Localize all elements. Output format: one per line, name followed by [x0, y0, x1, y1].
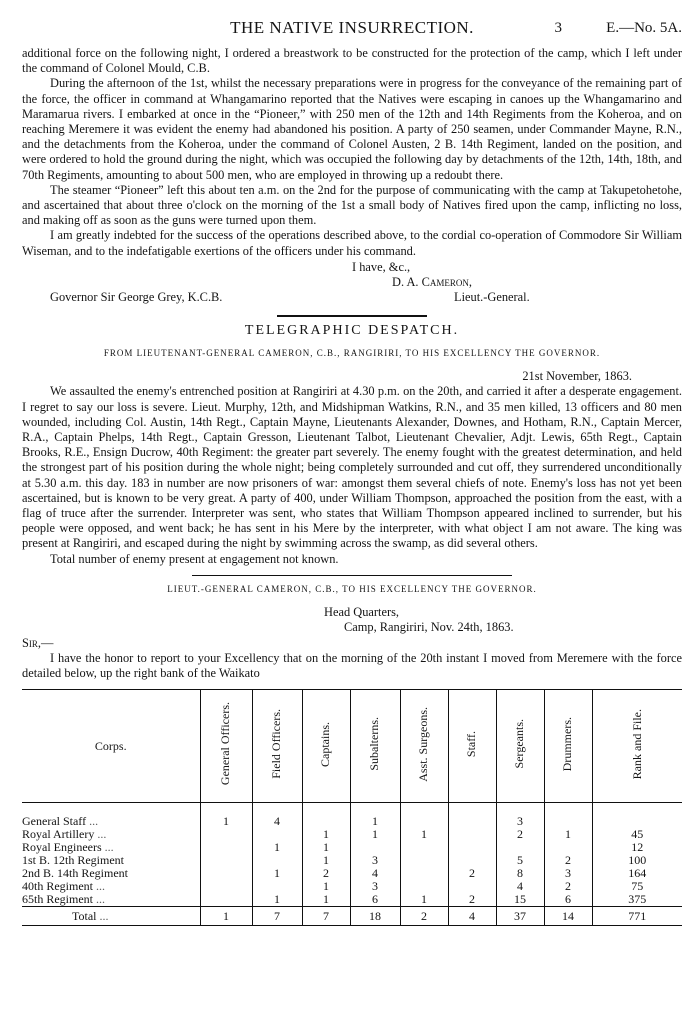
despatch-date: 21st November, 1863. [522, 369, 632, 384]
column-header: Field Officers. [252, 690, 302, 803]
column-header: Rank and File. [592, 690, 682, 803]
column-header: Asst. Surgeons. [400, 690, 448, 803]
table-row: 40th Regiment ... 1 3 4 2 75 [22, 880, 682, 893]
paper-reference: E.—No. 5A. [606, 20, 682, 36]
despatch-from-line: FROM LIEUTENANT-GENERAL CAMERON, C.B., RANGIRIRI, TO HIS EXCELLENCY THE GOVERNOR. [103, 348, 601, 359]
paragraph: The steamer “Pioneer” left this about ten a.m. on the 2nd for the purpose of communicating with the camp at Takupetohetohe, and ascertained that about three o'clock on the morning of the 1st a small body of Natives fired upon the camp, inflicting no loss, and making off as soon as the guns were turned upon them. [22, 182, 682, 228]
paragraph: Total number of enemy present at engagement not known. [50, 551, 339, 566]
closing: I have, &c., [352, 259, 411, 274]
section-divider [277, 315, 427, 317]
letter-continuation [22, 46, 682, 307]
paragraph: We assaulted the enemy's entrenched position at Rangiriri at 4.30 p.m. on the 20th, and carried it after a desperate engagement. I regret to say our loss is severe. Lieut. Murphy, 12th, and Midshipman Watkins, R.N., and 35 men killed, 13 officers and 80 men wounded, including Col. Austin, 14th Regt., Captain Mayne, Lieutenants Alexander, Downes, and Hotham, R.N., Captain Mercer, R.A., Captain Phelps, 14th Regt., Captain Gresson, Lieutenant Talbot, Lieutenant Chevalier, Adjt. Lewis, 65th Regt., Captain Brooks, R.E., Ensign Ducrow, 40th Regiment: the greater part severely. The enemy fought with the greatest determination, and held the strongest part of his position during the whole night; being completely surrounded and cut off, they surrendered unconditionally at 5.30 a.m. this day. 183 in number are now prisoners of war: amongst them several chiefs of note. Enemy's loss has not yet been ascertained, but is known to be very great. A party of 400, under William Thompson, approached the position from the east, with a flag of truce after the surrender. Interpreter was sent, who states that William Thompson appeared inclined to surrender, but his people were opposed, and went back; he has sent in his Mere by the interpreter, with what object I am not aware. The king was present at Rangiriri, and escaped during the night by swimming across the swamp, as did several others. [22, 384, 682, 551]
signatory: D. A. Cameron, [392, 274, 472, 289]
table-row: Royal Engineers ... 1 1 12 [22, 841, 682, 854]
section-heading: TELEGRAPHIC DESPATCH. [244, 322, 460, 338]
page-number: 3 [554, 20, 562, 36]
column-header-corps: Corps. [22, 690, 200, 803]
section-divider [192, 575, 512, 576]
signature-block [22, 259, 682, 307]
table-row: 65th Regiment ... 1 1 6 1 2 15 6 375 [22, 893, 682, 907]
table-row: Royal Artillery ... 1 1 1 2 1 45 [22, 828, 682, 841]
table-total-row: Total ... 1 7 7 18 2 4 37 14 771 [22, 907, 682, 926]
addressee: Governor Sir George Grey, K.C.B. [50, 289, 223, 304]
document-page [22, 18, 682, 926]
paragraph: I am greatly indebted for the success of the operations described above, to the cordial co-operation of Commodore Sir William Wiseman, and to the indefatigable exertions of the officers under his command. [22, 228, 682, 258]
column-header: Captains. [302, 690, 350, 803]
column-header: Staff. [448, 690, 496, 803]
table-row: 1st B. 12th Regiment 1 3 5 2 100 [22, 854, 682, 867]
running-title: THE NATIVE INSURRECTION. [230, 18, 474, 37]
column-header: General Officers. [200, 690, 252, 803]
letter-report [22, 582, 682, 681]
table-row: General Staff ... 1 4 1 3 [22, 803, 682, 829]
signatory-rank: Lieut.-General. [454, 289, 530, 304]
column-header: Sergeants. [496, 690, 544, 803]
table-header-row [22, 690, 682, 803]
column-header: Subalterns. [350, 690, 400, 803]
letter-place: Head Quarters, [324, 605, 399, 620]
salutation: Sir,— [22, 635, 54, 650]
paragraph: additional force on the following night, I ordered a breastwork to be constructed for the protection of the camp, which I left under the command of Colonel Mould, C.B. [22, 46, 682, 76]
paragraph: During the afternoon of the 1st, whilst the necessary preparations were in progress for the conveyance of the remaining part of the force, the officer in command at Whangamarino reported that the Natives were escaping in canoes up the Whangamarino and Maramarua rivers. I embarked at once in the “Pioneer,” with 250 men of the 12th and 14th Regiments from the Koheroa, and on reaching Meremere it was evident the enemy had abandoned his position. A party of 250 seamen, under Commander Mayne, R.N., and the detachments from the Koheroa, under the command of Colonel Austen, 2 B. 14th Regiment, landed on the position, and were ordered to hold the ground during the night, which was occupied the following day by detachments of the 12th, 14th, 18th, and 70th Regiments, amounting to about 500 men, who are employed in throwing up a redoubt there. [22, 76, 682, 182]
page-header [22, 18, 682, 40]
force-table [22, 689, 682, 926]
letter-date: Camp, Rangiriri, Nov. 24th, 1863. [344, 620, 514, 635]
table-row: 2nd B. 14th Regiment 1 2 4 2 8 3 164 [22, 867, 682, 880]
letter-from-line: LIEUT.-GENERAL CAMERON, C.B., TO HIS EXCELLENCY THE GOVERNOR. [167, 583, 537, 594]
telegraphic-despatch [22, 323, 682, 567]
column-header: Drummers. [544, 690, 592, 803]
paragraph: I have the honor to report to your Excellency that on the morning of the 20th instant I moved from Meremere with the force detailed below, up the right bank of the Waikato [22, 650, 682, 680]
